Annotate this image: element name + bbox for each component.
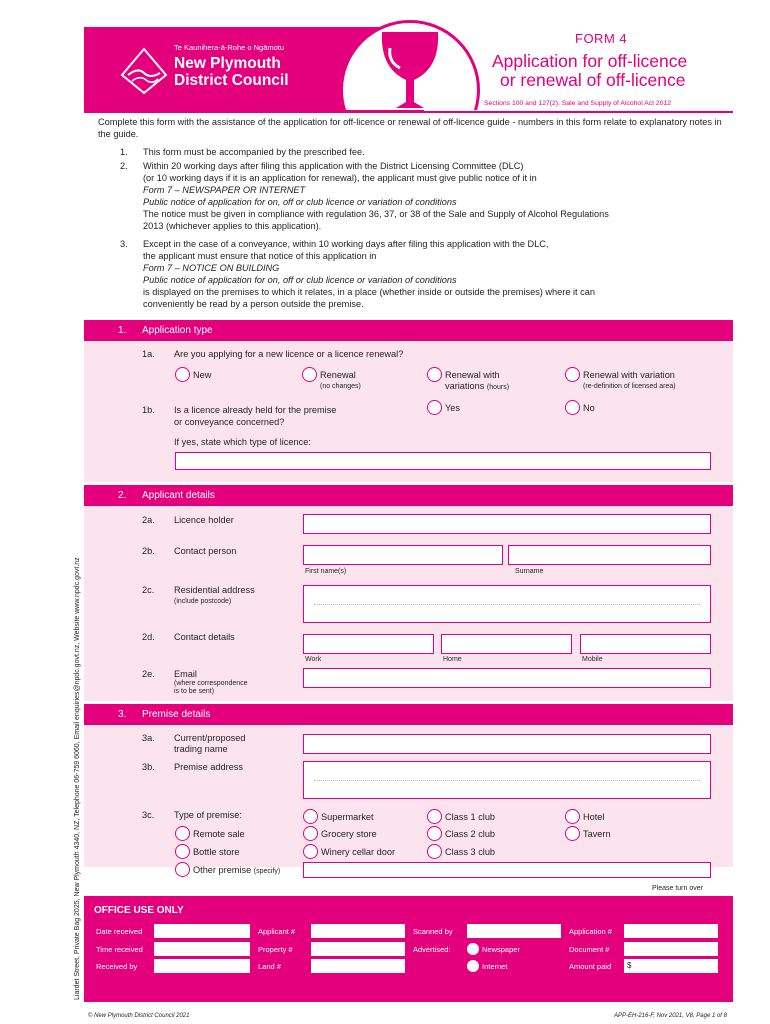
other-premise-input[interactable] [303,862,711,878]
note-3 [143,238,733,310]
q2e-sub1: (where correspondence [174,680,248,687]
section-2-number: 2. [118,490,127,501]
council-maori-name: Te Kaunihera-ā-Rohe o Ngāmotu [174,43,285,52]
application-no-label: Application # [569,927,612,936]
scanned-by-label: Scanned by [413,927,453,936]
q2c-number: 2c. [142,585,155,595]
radio-renewal-with-variation[interactable] [565,367,580,382]
q2e-sub2: is to be sent) [174,688,215,695]
radio-renewal-var-label: Renewal with variation [583,370,675,380]
applicant-no-label: Applicant # [258,927,296,936]
section-2-title: Applicant details [142,490,215,501]
q2e-number: 2e. [142,669,155,679]
supermarket-label: Supermarket [321,812,374,822]
q3c-label: Type of premise: [174,810,242,820]
note-3-form-title: Public notice of application for on, off or club licence or variation of conditions [143,275,457,285]
q1b-type-label: If yes, state which type of licence: [174,437,311,447]
surname-caption: Surname [515,568,544,575]
hotel-label: Hotel [583,812,605,822]
q2b-label: Contact person [174,546,237,556]
land-no-input[interactable] [311,959,405,973]
note-3-form: Form 7 – NOTICE ON BUILDING [143,263,280,273]
radio-renewal-var-sub: (re-definition of licensed area) [583,383,676,390]
radio-new[interactable] [175,367,190,382]
radio-class-2-club[interactable] [427,826,442,841]
radio-renewal-with-variations[interactable] [427,367,442,382]
other-premise-text: Other premise [193,865,252,875]
document-no-label: Document # [569,945,610,954]
q2b-number: 2b. [142,546,155,556]
radio-supermarket[interactable] [303,809,318,824]
council-name [174,55,289,89]
internet-label: Internet [482,962,508,971]
note-2 [143,160,733,232]
mobile-phone-input[interactable] [580,634,711,654]
q3b-label: Premise address [174,762,243,772]
email-input[interactable] [303,668,711,688]
received-by-input[interactable] [154,959,250,973]
note-2-num: 2. [120,161,128,171]
q2c-label: Residential address [174,585,255,595]
hours-text: (hours) [486,384,510,391]
q3a-number: 3a. [142,733,155,743]
received-by-label: Received by [96,962,138,971]
class-2-club-label: Class 2 club [445,829,496,839]
amount-paid-input[interactable]: $ [624,959,718,973]
application-no-input[interactable] [624,924,718,938]
q1a-number: 1a. [142,349,155,359]
note-3-line: the applicant must ensure that notice of this application in [143,251,377,261]
council-contact-sidebar: Liardet Street, Private Bag 2025, New Plymouth 4340, NZ, Telephone 06-759 6060, Email enquiries@npdc.govt.nz, Website www.npdc.govt.nz [74,557,81,1000]
radio-no[interactable] [565,400,580,415]
note-1-num: 1. [120,147,128,157]
radio-renewal-label: Renewal [320,370,356,380]
q2d-number: 2d. [142,632,155,642]
footer-copyright: © New Plymouth District Council 2021 [88,1013,190,1019]
first-name-input[interactable] [303,545,503,565]
radio-yes[interactable] [427,400,442,415]
intro-text: Complete this form with the assistance of the application for off-licence or renewal of off-licence guide - numbers in this form relate to explanatory notes in the guide. [98,117,722,139]
section-3-header [84,704,733,725]
class-3-club-label: Class 3 club [445,847,496,857]
radio-hotel[interactable] [565,809,580,824]
note-2-line: (or 10 working days if it is an application for renewal), the applicant must give public notice of it in [143,173,537,183]
bottle-store-label: Bottle store [193,847,240,857]
note-3-line: Except in the case of a conveyance, within 10 working days after filing this application with the DLC, [143,239,549,249]
section-1-number: 1. [118,325,127,336]
q3a-line2: trading name [174,744,228,754]
variations-text: variations [445,381,485,391]
other-premise-specify: (specify) [253,868,281,875]
council-name-line1: New Plymouth [174,55,281,72]
note-3-line: is displayed on the premises to which it relates, in a place (whether inside or outside the premises) where it can [143,287,595,297]
first-name-caption: First name(s) [305,568,347,575]
grocery-store-label: Grocery store [321,829,377,839]
note-3-line: conveniently be read by a person outside the premise. [143,299,364,309]
property-no-input[interactable] [311,942,405,956]
applicant-no-input[interactable] [311,924,405,938]
time-received-label: Time received [96,945,143,954]
radio-class-1-club[interactable] [427,809,442,824]
office-use-title: OFFICE USE ONLY [94,905,184,916]
q3c-number: 3c. [142,810,155,820]
please-turn-over: Please turn over [652,885,703,892]
q3b-number: 3b. [142,762,155,772]
form-title-line1: Application for off-licence [492,51,688,71]
footer-document-id: APP-EH-216-F, Nov 2021, V8, Page 1 of 8 [614,1013,727,1019]
licence-type-input[interactable] [175,452,711,470]
radio-grocery-store[interactable] [303,826,318,841]
form-title [492,52,732,90]
time-received-input[interactable] [154,942,250,956]
form-number: FORM 4 [575,31,628,46]
work-phone-input[interactable] [303,634,434,654]
note-2-line: Within 20 working days after filing this application with the District Licensing Committee (DLC) [143,161,524,171]
surname-input[interactable] [508,545,711,565]
newspaper-label: Newspaper [482,945,520,954]
council-logo-icon [118,45,170,97]
residential-address-input[interactable] [303,585,711,623]
land-no-label: Land # [258,962,281,971]
radio-internet[interactable] [467,960,479,972]
note-2-line: 2013 (whichever applies to this application). [143,221,322,231]
advertised-label: Advertised: [413,945,451,954]
q2e-label: Email [174,669,197,679]
remote-sale-label: Remote sale [193,829,245,839]
radio-yes-label: Yes [445,403,460,413]
q2a-number: 2a. [142,515,155,525]
home-phone-input[interactable] [441,634,572,654]
q2d-label: Contact details [174,632,235,642]
amount-paid-label: Amount paid [569,962,612,971]
radio-newspaper[interactable] [467,943,479,955]
note-3-num: 3. [120,239,128,249]
winery-label: Winery cellar door [321,847,396,857]
section-1-title: Application type [142,325,213,336]
note-2-form: Form 7 – NEWSPAPER OR INTERNET [143,185,306,195]
home-caption: Home [443,656,462,663]
section-2-header [84,485,733,506]
wine-glass-icon [368,28,452,112]
section-3-number: 3. [118,709,127,720]
radio-renewal[interactable] [302,367,317,382]
premise-address-input[interactable] [303,761,711,799]
q1b-line1: Is a licence already held for the premise [174,405,337,415]
radio-other-premise[interactable] [175,862,190,877]
mobile-caption: Mobile [582,656,603,663]
licence-holder-input[interactable] [303,514,711,534]
q1a-label: Are you applying for a new licence or a licence renewal? [174,349,404,359]
note-1-text: This form must be accompanied by the prescribed fee. [143,147,365,157]
scanned-by-input[interactable] [467,924,561,938]
act-sections: Sections 100 and 127(2), Sale and Supply of Alcohol Act 2012 [484,100,672,107]
date-received-label: Date received [96,927,143,936]
property-no-label: Property # [258,945,293,954]
radio-class-3-club[interactable] [427,844,442,859]
radio-bottle-store[interactable] [175,844,190,859]
radio-renewal-with-label2 [445,381,509,393]
radio-renewal-sub: (no changes) [320,383,361,390]
document-no-input[interactable] [624,942,718,956]
radio-renewal-with-label: Renewal with [445,370,500,380]
q1b-line2: or conveyance concerned? [174,417,285,427]
radio-tavern[interactable] [565,826,580,841]
other-premise-label [193,865,280,877]
radio-no-label: No [583,403,595,413]
section-1-header [84,320,733,341]
q2c-sub: (include postcode) [174,598,232,605]
section-3-title: Premise details [142,709,211,720]
trading-name-input[interactable] [303,734,711,754]
tavern-label: Tavern [583,829,611,839]
date-received-input[interactable] [154,924,250,938]
class-1-club-label: Class 1 club [445,812,496,822]
note-2-line: The notice must be given in compliance with regulation 36, 37, or 38 of the Sale and Supply of Alcohol Regulations [143,209,609,219]
note-2-form-title: Public notice of application for on, off or club licence or variation of conditions [143,197,457,207]
radio-new-label: New [193,370,212,380]
form-title-line2: or renewal of off-licence [500,70,686,90]
q3a-line1: Current/proposed [174,733,246,743]
q1b-number: 1b. [142,405,155,415]
radio-winery-cellar-door[interactable] [303,844,318,859]
work-caption: Work [305,656,322,663]
q2a-label: Licence holder [174,515,234,525]
radio-remote-sale[interactable] [175,826,190,841]
council-name-line2: District Council [174,72,289,89]
